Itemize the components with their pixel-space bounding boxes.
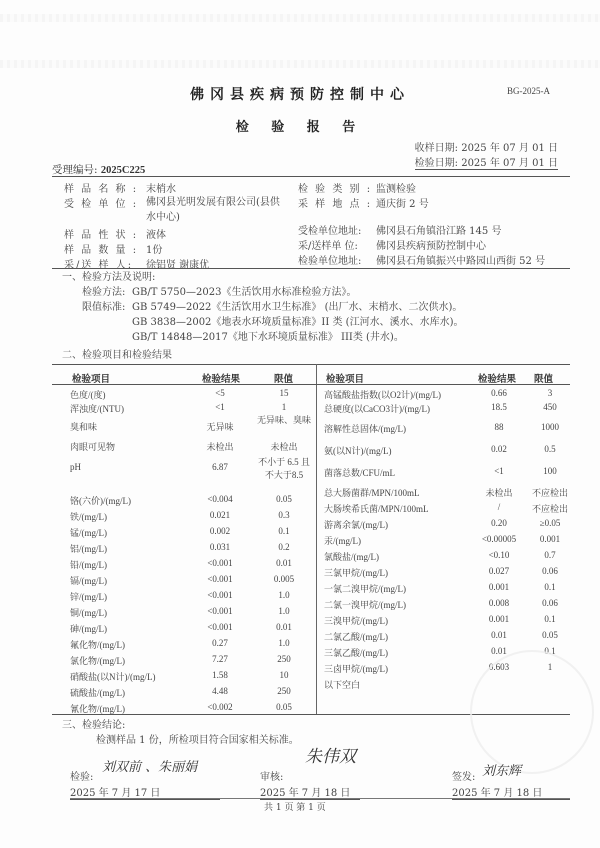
cell-result: 0.20	[491, 518, 507, 528]
conclusion-heading: 三、检验结论:	[62, 720, 126, 731]
cell-item: 氰化物/(mg/L)	[70, 704, 125, 714]
info-value: 佛冈县光明发展有限公司(县供水中心)	[146, 197, 280, 223]
cell-limit: 250	[277, 686, 291, 696]
cell-result: <0.004	[207, 494, 233, 504]
cell-result: 6.87	[212, 462, 228, 472]
cell-limit: 0.005	[273, 574, 295, 584]
cell-limit: 100	[543, 466, 557, 476]
limit-standard: GB 3838—2002《地表水环境质量标准》II 类 (江河水、溪水、水库水)。	[132, 317, 464, 328]
col-item: 检验项目	[72, 375, 111, 385]
cell-limit: 0.01	[276, 558, 292, 568]
cell-limit: 不应检出	[531, 488, 568, 498]
cell-result: 0.001	[488, 614, 510, 624]
cell-item: 菌落总数/CFU/mL	[324, 468, 396, 478]
test-date-label: 检验日期:	[414, 158, 459, 169]
accept-no-value: 2025C225	[100, 165, 146, 176]
cell-result: <0.001	[207, 590, 233, 600]
cell-result: <1	[215, 402, 225, 412]
info-label: 采 样 地 点 :	[298, 199, 373, 210]
info-label: 检验单位地址:	[298, 256, 362, 267]
reviewer-label: 审核:	[260, 772, 284, 783]
cell-item: 肉眼可见物	[70, 442, 116, 452]
reviewer-date: 2025 年 7 月 18 日	[260, 784, 360, 800]
cell-result: 1.58	[212, 670, 228, 680]
cell-result: <0.002	[207, 702, 233, 712]
page-indicator: 共 1 页 第 1 页	[264, 803, 326, 813]
inspector-label: 检验:	[70, 772, 94, 783]
cell-item: 游离余氯/(mg/L)	[324, 520, 388, 530]
cell-result: <0.10	[488, 550, 510, 560]
official-seal	[470, 650, 594, 774]
cell-result: 0.01	[491, 646, 507, 656]
results-table-left	[52, 364, 316, 714]
cell-item: 以下空白	[324, 680, 361, 690]
cell-result: 未检出	[206, 442, 234, 452]
divider	[52, 176, 570, 177]
cell-item: 浑浊度/(NTU)	[70, 404, 124, 414]
info-value: 监测检验	[376, 184, 416, 195]
cell-item: 汞/(mg/L)	[324, 536, 361, 546]
cell-limit: 1	[547, 662, 553, 672]
cell-item: 砷/(mg/L)	[70, 624, 107, 634]
cell-item: 锰/(mg/L)	[70, 528, 107, 538]
cell-limit: 0.001	[539, 534, 561, 544]
cell-result: 7.27	[212, 654, 228, 664]
cell-item: 铝/(mg/L)	[70, 544, 107, 554]
info-label: 样 品 名 称 :	[64, 184, 139, 195]
cell-result: 0.27	[212, 638, 228, 648]
issuer-signature: 刘东辉	[482, 764, 522, 779]
cell-limit: 450	[543, 402, 557, 412]
cell-limit: 0.06	[542, 566, 558, 576]
cell-item: 总硬度(以CaCO3计)/(mg/L)	[324, 404, 430, 414]
issuer-label: 签发:	[452, 772, 476, 783]
inspector-date: 2025 年 7 月 17 日	[70, 784, 220, 800]
cell-limit: 1.0	[278, 606, 290, 616]
cell-item: 一氯二溴甲烷/(mg/L)	[324, 584, 406, 594]
cell-limit: 0.1	[544, 614, 556, 624]
accept-no-label: 受理编号:	[52, 164, 98, 176]
info-value: 液体	[146, 230, 166, 241]
cell-item: 三卤甲烷/(mg/L)	[324, 664, 388, 674]
issuer-date: 2025 年 7 月 18 日	[452, 784, 570, 800]
cell-result: <0.00005	[481, 534, 517, 544]
cell-result: 4.48	[212, 686, 228, 696]
cell-limit: 不小于 6.5 且不大于8.5	[258, 457, 310, 480]
cell-limit: 无异味、臭味	[256, 415, 311, 425]
cell-limit: 0.2	[278, 542, 290, 552]
info-value: 徐铝贤 谢康优	[146, 260, 210, 271]
signature-rule	[70, 798, 570, 799]
cell-limit: 0.1	[544, 646, 556, 656]
cell-result: 0.021	[209, 510, 231, 520]
cell-result: 0.02	[491, 444, 507, 454]
col-result: 检验结果	[202, 375, 241, 385]
cell-item: 大肠埃希氏菌/MPN/100mL	[324, 504, 429, 514]
cell-result: <1	[494, 466, 504, 476]
cell-limit: 0.05	[276, 494, 292, 504]
col-result: 检验结果	[478, 375, 517, 385]
cell-item: 铬(六价)/(mg/L)	[70, 496, 131, 506]
method-text: GB/T 5750—2023《生活饮用水标准检验方法》。	[132, 287, 357, 298]
cell-limit: 1	[281, 402, 287, 412]
cell-limit: 0.3	[278, 510, 290, 520]
info-value: 佛冈县石角镇振兴中路园山西街 52 号	[376, 256, 546, 267]
cell-item: 氟化物/(mg/L)	[70, 640, 125, 650]
receive-date	[415, 139, 558, 154]
scan-noise	[0, 60, 600, 68]
cell-item: 硝酸盐(以N计)/(mg/L)	[70, 672, 156, 682]
cell-result: 0.01	[491, 630, 507, 640]
cell-result: 88	[494, 422, 504, 432]
limit-standard: GB/T 14848—2017《地下水环境质量标准》 III类 (井水)。	[132, 332, 404, 343]
cell-limit: 15	[279, 388, 289, 398]
limit-label: 限值标准:	[82, 302, 126, 313]
cell-result: <0.001	[207, 558, 233, 568]
cell-result: 0.027	[488, 566, 510, 576]
info-label: 检 验 类 别 :	[298, 184, 373, 195]
cell-result: 0.031	[209, 542, 231, 552]
conclusion-text: 检测样品 1 份，所检项目符合国家相关标准。	[96, 735, 299, 746]
cell-limit: 10	[279, 670, 289, 680]
methods-heading: 一、检验方法及说明:	[62, 272, 156, 283]
cell-result: 0.008	[488, 598, 510, 608]
reviewer-signature: 朱伟双	[305, 747, 356, 767]
cell-result: <0.001	[207, 606, 233, 616]
info-label: 采/送 样 人:	[64, 260, 134, 271]
info-value: 1份	[146, 245, 163, 256]
cell-limit: 1.0	[278, 638, 290, 648]
cell-item: 铜/(mg/L)	[70, 608, 107, 618]
cell-item: 二氯乙酸/(mg/L)	[324, 632, 388, 642]
receive-date-label: 收样日期:	[414, 143, 459, 154]
cell-item: 三溴甲烷/(mg/L)	[324, 616, 388, 626]
cell-result: 0.001	[488, 582, 510, 592]
cell-limit: 250	[277, 654, 291, 664]
cell-result: /	[497, 502, 501, 512]
cell-result: <0.001	[207, 574, 233, 584]
test-date-value: 2025 年 07 月 01 日	[461, 158, 558, 169]
form-code: BG-2025-A	[507, 86, 550, 96]
cell-limit: 0.01	[276, 622, 292, 632]
cell-limit: 1.0	[278, 590, 290, 600]
info-label: 受 检 单 位 :	[64, 199, 139, 210]
cell-item: 铁/(mg/L)	[70, 512, 107, 522]
col-limit: 限值	[274, 375, 294, 385]
test-date	[415, 154, 558, 170]
method-label: 检验方法:	[82, 287, 126, 298]
info-label: 受检单位地址:	[298, 226, 362, 237]
limit-standard: GB 5749—2022《生活饮用水卫生标准》 (出厂水、末梢水、二次供水)。	[132, 302, 463, 313]
cell-limit: 不应检出	[531, 504, 568, 514]
doc-title: 检 验 报 告	[235, 120, 365, 135]
cell-item: 氨(以N计)/(mg/L)	[324, 446, 392, 456]
cell-item: 镉/(mg/L)	[70, 576, 107, 586]
cell-limit: 0.05	[276, 702, 292, 712]
cell-limit: 0.1	[544, 582, 556, 592]
info-label: 样 品 数 量 :	[64, 245, 139, 256]
cell-item: 二氯一溴甲烷/(mg/L)	[324, 600, 406, 610]
cell-result: 无异味	[206, 422, 234, 432]
info-value: 佛冈县石角镇沿江路 145 号	[376, 226, 502, 237]
cell-result: <5	[215, 388, 225, 398]
cell-item: 高锰酸盐指数(以O2计)/(mg/L)	[324, 390, 441, 400]
info-label: 样 品 性 状 :	[64, 230, 139, 241]
cell-limit: 0.1	[278, 526, 290, 536]
cell-item: 臭和味	[70, 422, 98, 432]
cell-item: 铅/(mg/L)	[70, 560, 107, 570]
cell-result: <0.001	[207, 622, 233, 632]
cell-item: 硫酸盐/(mg/L)	[70, 688, 125, 698]
cell-limit: 0.05	[542, 630, 558, 640]
org-title: 佛冈县疾病预防控制中心	[190, 87, 410, 103]
cell-item: 锌/(mg/L)	[70, 592, 107, 602]
cell-item: 色度/(度)	[70, 390, 106, 400]
col-item: 检验项目	[326, 375, 365, 385]
results-heading: 二、检验项目和检验结果	[62, 350, 172, 361]
col-limit: 限值	[534, 375, 554, 385]
receive-date-value: 2025 年 07 月 01 日	[461, 143, 558, 154]
accept-no	[52, 162, 145, 177]
info-value: 佛冈县疾病预防控制中心	[376, 241, 486, 252]
cell-limit: 0.5	[544, 444, 556, 454]
cell-limit: ≥0.05	[539, 518, 561, 528]
cell-limit: 3	[547, 388, 553, 398]
info-label: 采/送样单 位:	[298, 241, 358, 252]
cell-result: 0.002	[209, 526, 231, 536]
info-value: 通庆街 2 号	[376, 199, 429, 210]
scan-noise	[0, 14, 600, 22]
cell-item: 氯酸盐/(mg/L)	[324, 552, 379, 562]
cell-result: 18.5	[491, 402, 507, 412]
inspector-signature: 刘双前 、朱丽娟	[102, 760, 198, 775]
cell-limit: 未检出	[270, 442, 298, 452]
cell-item: 氯化物/(mg/L)	[70, 656, 125, 666]
cell-result: 0.603	[488, 662, 510, 672]
cell-result: 未检出	[485, 488, 513, 498]
cell-item: 溶解性总固体/(mg/L)	[324, 424, 406, 434]
cell-item: 总大肠菌群/MPN/100mL	[324, 488, 420, 498]
cell-limit: 1000	[541, 422, 559, 432]
cell-item: 三氯乙酸/(mg/L)	[324, 648, 388, 658]
cell-item: pH	[70, 462, 81, 472]
info-value: 末梢水	[146, 184, 176, 195]
cell-limit: 0.7	[544, 550, 556, 560]
cell-limit: 0.06	[542, 598, 558, 608]
cell-item: 三氯甲烷/(mg/L)	[324, 568, 388, 578]
cell-result: 0.66	[491, 388, 507, 398]
